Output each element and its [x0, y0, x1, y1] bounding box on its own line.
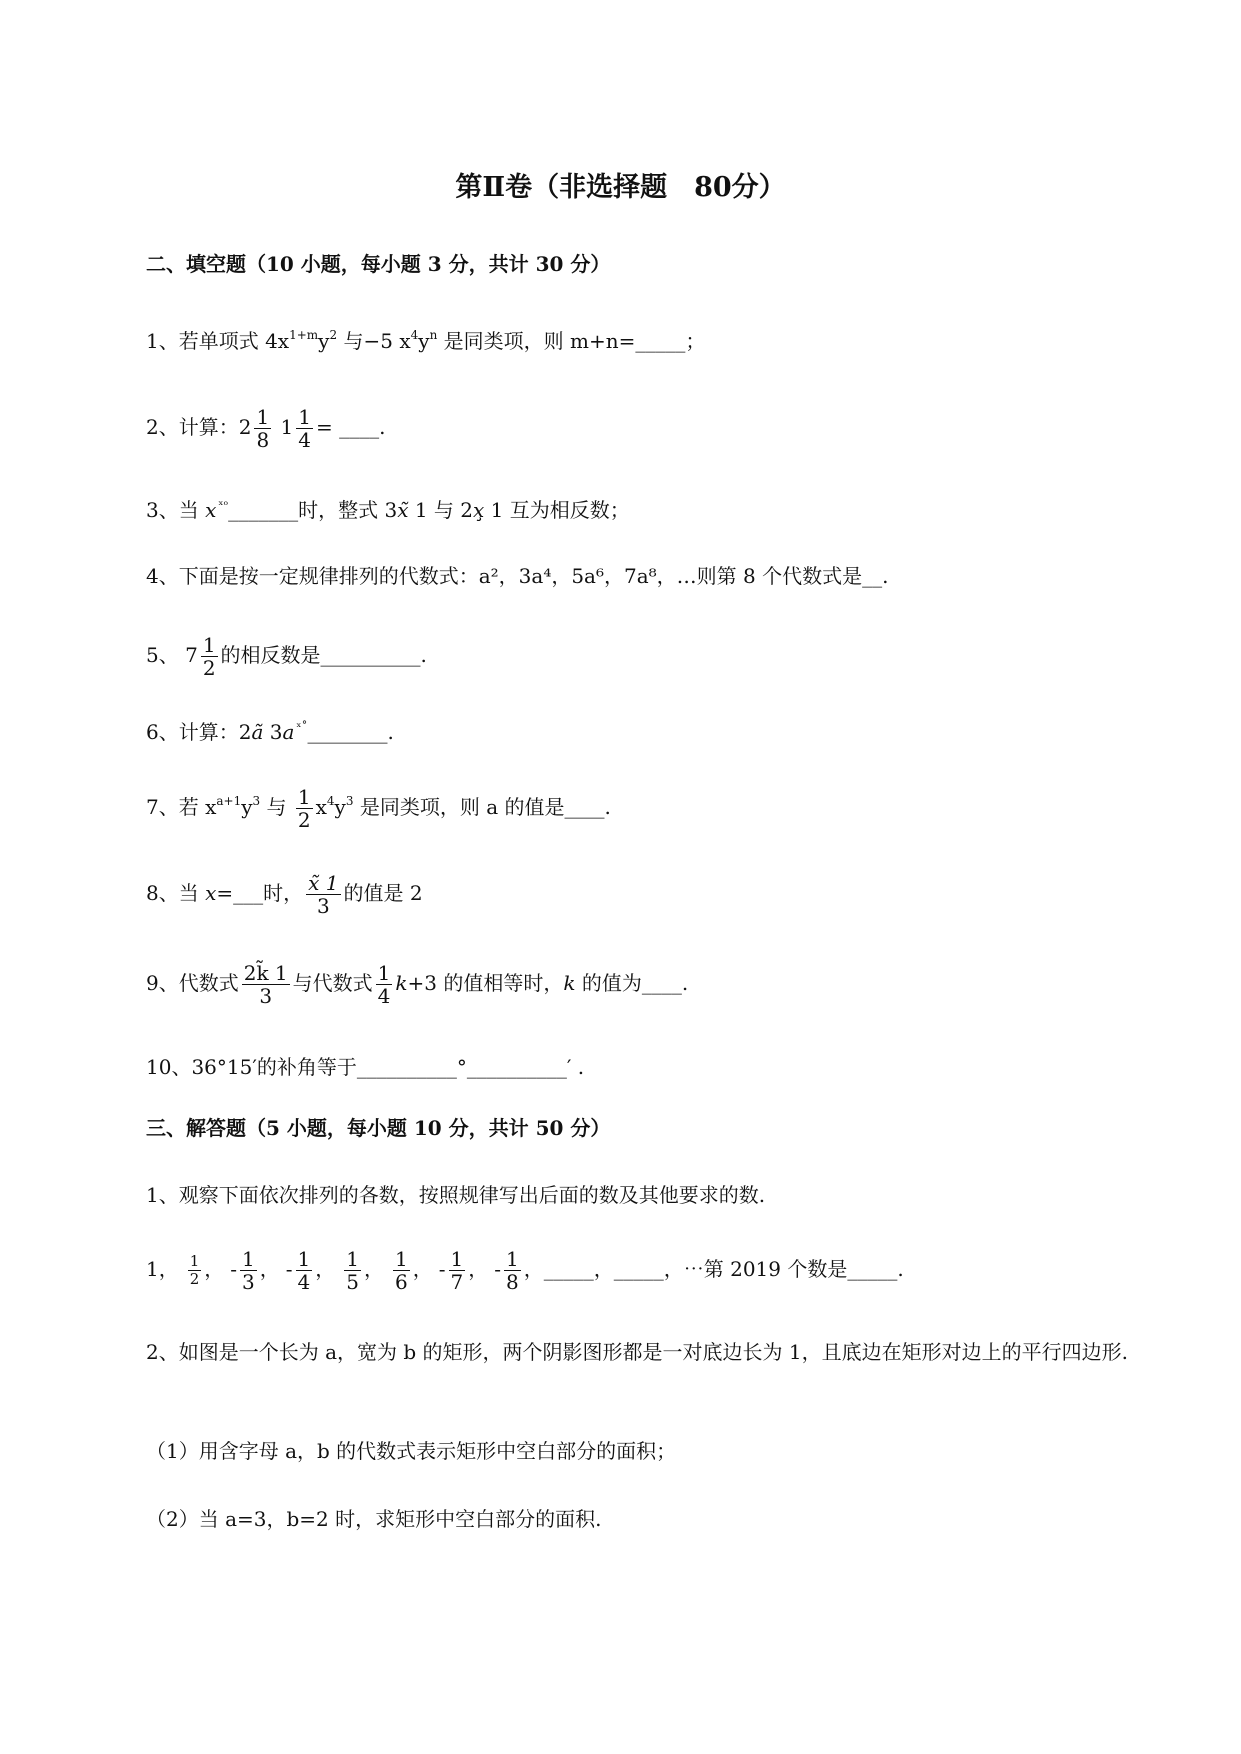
problem-1-intro: 1、观察下面依次排列的各数，按照规律写出后面的数及其他要求的数. — [146, 1183, 766, 1207]
fraction: $\frac{1}{5}$ — [346, 1247, 360, 1294]
question-3: 3、当 x $^{ˣᵒ}$_______时，整式 3x̃ 1 与 2x̧ 1 互为相反数； — [146, 498, 630, 522]
sequence-term: - $\frac{1}{8}$ ， — [494, 1247, 544, 1294]
fraction: $\frac{1}{4}$ — [297, 1247, 311, 1294]
sequence-term: $\frac{1}{6}$ ， — [395, 1247, 433, 1294]
fraction: $\frac{1}{2}$ — [189, 1252, 200, 1288]
question-4: 4、下面是按一定规律排列的代数式：a²，3a⁴，5a⁶，7a⁸，…则第 8 个代数式是__. — [146, 564, 889, 588]
question-8: 8、当 x=___时， $\frac{x̃ 1}{3}$ 的值是 2 — [146, 871, 423, 918]
problem-2-text: 2、如图是一个长为 a，宽为 b 的矩形，两个阴影图形都是一对底边长为 1，且底边在矩形对边上的平行四边形. — [146, 1340, 1128, 1364]
fraction: $\frac{1}{2}$ — [202, 633, 216, 680]
sequence-term: $\frac{1}{2}$ ， — [189, 1252, 225, 1288]
problem-2-part-1: （1）用含字母 a，b 的代数式表示矩形中空白部分的面积； — [146, 1439, 677, 1463]
sequence-term: $\frac{1}{5}$ ， — [346, 1247, 385, 1294]
fraction: $\frac{1}{8}$ — [506, 1247, 519, 1294]
fraction: $\frac{1}{4}$ — [377, 961, 391, 1008]
question-9: 9、代数式 $\frac{2k̃ 1}{3}$ 与代数式 $\frac{1}{4}$ k+3 的值相等时，k 的值为____. — [146, 961, 689, 1008]
question-1: 1、若单项式 $4x^{1+m}y^2$ 与−5 $x^4y^n$ 是同类项，则 m+n=_____； — [146, 328, 706, 353]
sequence-term: - $\frac{1}{7}$ ， — [438, 1247, 489, 1294]
fraction: $\frac{2k̃ 1}{3}$ — [243, 961, 288, 1008]
fraction: $\frac{1}{7}$ — [450, 1247, 464, 1294]
section-fill-blank-heading: 二、填空题（10 小题，每小题 3 分，共计 30 分） — [146, 252, 611, 276]
question-2: 2、计算：2 $\frac{1}{8}$ 1 $\frac{1}{4}$ = ____. — [146, 405, 386, 452]
fraction: $\frac{1}{3}$ — [242, 1247, 255, 1294]
fraction: $\frac{1}{2}$ — [297, 785, 311, 832]
fraction: $\frac{1}{4}$ — [298, 405, 312, 452]
question-7: 7、若 $x^{a+1}y^3$ 与 $\frac{1}{2}$ $x^4y^3$ 是同类项，则 a 的值是____. — [146, 785, 611, 832]
question-10: 10、36°15′的补角等于__________°__________′ . — [146, 1055, 585, 1079]
sequence-term: - $\frac{1}{4}$ ， — [285, 1247, 336, 1294]
section-solution-heading: 三、解答题（5 小题，每小题 10 分，共计 50 分） — [146, 1116, 611, 1140]
fraction: $\frac{1}{8}$ — [256, 405, 270, 452]
sequence-term: - $\frac{1}{3}$ ， — [230, 1247, 280, 1294]
problem-2-part-2: （2）当 a=3，b=2 时，求矩形中空白部分的面积. — [146, 1507, 602, 1531]
sequence-fractions — [179, 1247, 544, 1294]
fraction: $\frac{1}{6}$ — [395, 1247, 408, 1294]
question-5: 5、 7 $\frac{1}{2}$ 的相反数是__________. — [146, 633, 427, 680]
question-6: 6、计算：2ã 3a $^{ˣ˚}$________. — [146, 720, 394, 744]
problem-1-sequence: 1， $\frac{1}{2}$ ， - $\frac{1}{3}$ ， - $\frac{1}{4}$ ， $\frac{1}{5}$ ， $\frac{1}{6}$ ， - $\frac{1}{7}$ ， - $\frac{1}{8}$ ，_____，_____，⋯第 2019 个数是_____. — [146, 1247, 904, 1294]
page-title: 第Ⅱ卷（非选择题 80分） — [455, 172, 786, 203]
fraction: $\frac{x̃ 1}{3}$ — [308, 871, 339, 918]
